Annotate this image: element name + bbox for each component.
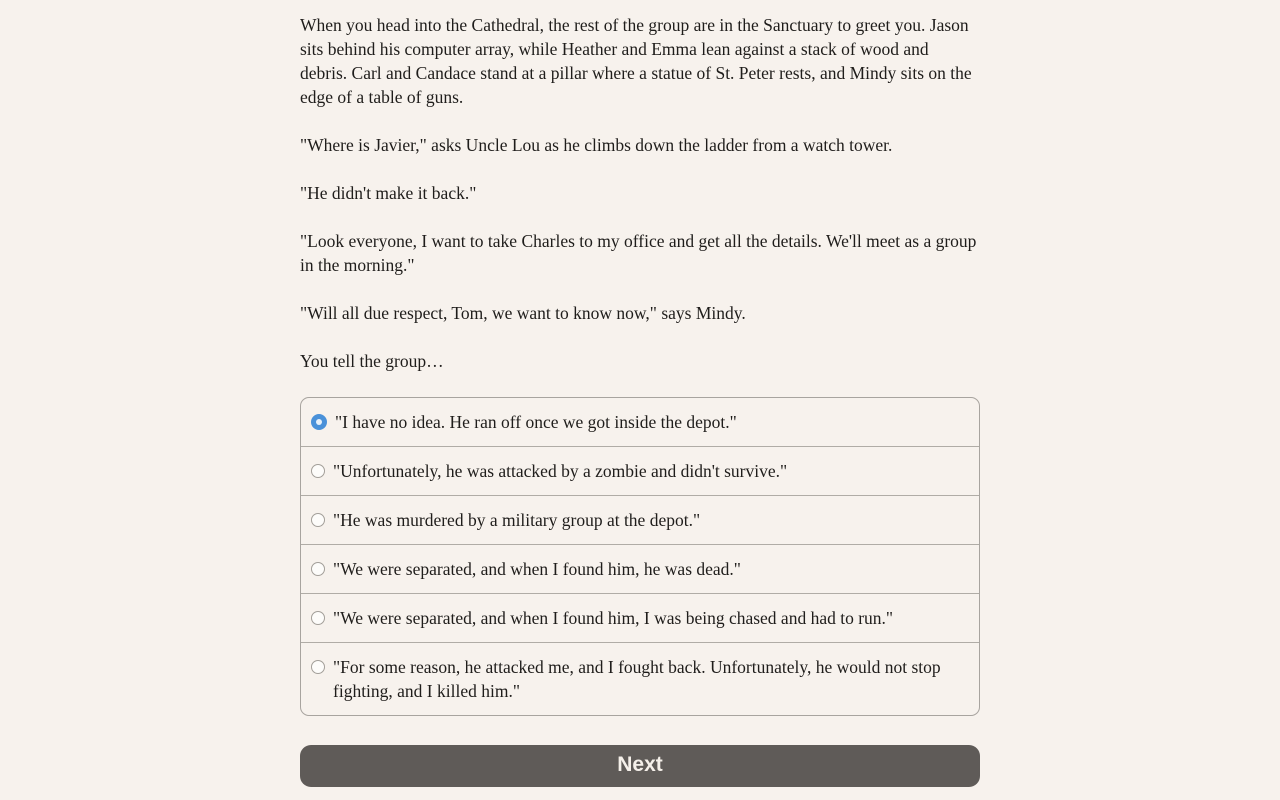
choice-option-4[interactable] <box>301 544 979 593</box>
choice-option-label: "He was murdered by a military group at the depot." <box>333 510 701 530</box>
choice-option-label: "For some reason, he attacked me, and I fought back. Unfortunately, he would not stop fighting, and I killed him." <box>333 657 941 701</box>
choice-option-label: "We were separated, and when I found him, he was dead." <box>333 559 741 579</box>
story-prompt: You tell the group… <box>300 351 444 371</box>
story-paragraph: "Will all due respect, Tom, we want to know now," says Mindy. <box>300 303 746 323</box>
story-paragraph: "Where is Javier," asks Uncle Lou as he climbs down the ladder from a watch tower. <box>300 135 893 155</box>
radio-button-icon[interactable] <box>311 660 325 674</box>
page-content <box>300 0 980 787</box>
radio-button-icon[interactable] <box>311 562 325 576</box>
radio-button-icon[interactable] <box>311 414 327 430</box>
choice-option-label: "We were separated, and when I found him, I was being chased and had to run." <box>333 608 894 628</box>
story-paragraph: "He didn't make it back." <box>300 183 477 203</box>
choice-option-5[interactable] <box>301 593 979 642</box>
radio-button-icon[interactable] <box>311 611 325 625</box>
choice-option-label: "Unfortunately, he was attacked by a zombie and didn't survive." <box>333 461 788 481</box>
choice-list <box>300 397 980 716</box>
choice-option-1[interactable] <box>301 398 979 446</box>
radio-button-icon[interactable] <box>311 513 325 527</box>
story-paragraph: When you head into the Cathedral, the rest of the group are in the Sanctuary to greet you. Jason sits behind his computer array, while Heather and Emma lean against a stack of wood and debris. Carl and Candace stand at a pillar where a statue of St. Peter rests, and Mindy sits on the edge of a table of guns. <box>300 15 972 107</box>
choice-option-2[interactable] <box>301 446 979 495</box>
radio-button-icon[interactable] <box>311 464 325 478</box>
choice-option-label: "I have no idea. He ran off once we got inside the depot." <box>335 412 737 432</box>
choice-option-6[interactable] <box>301 642 979 715</box>
choice-option-3[interactable] <box>301 495 979 544</box>
next-button[interactable]: Next <box>300 745 980 787</box>
story-text <box>300 13 980 373</box>
story-paragraph: "Look everyone, I want to take Charles to my office and get all the details. We'll meet as a group in the morning." <box>300 231 977 275</box>
